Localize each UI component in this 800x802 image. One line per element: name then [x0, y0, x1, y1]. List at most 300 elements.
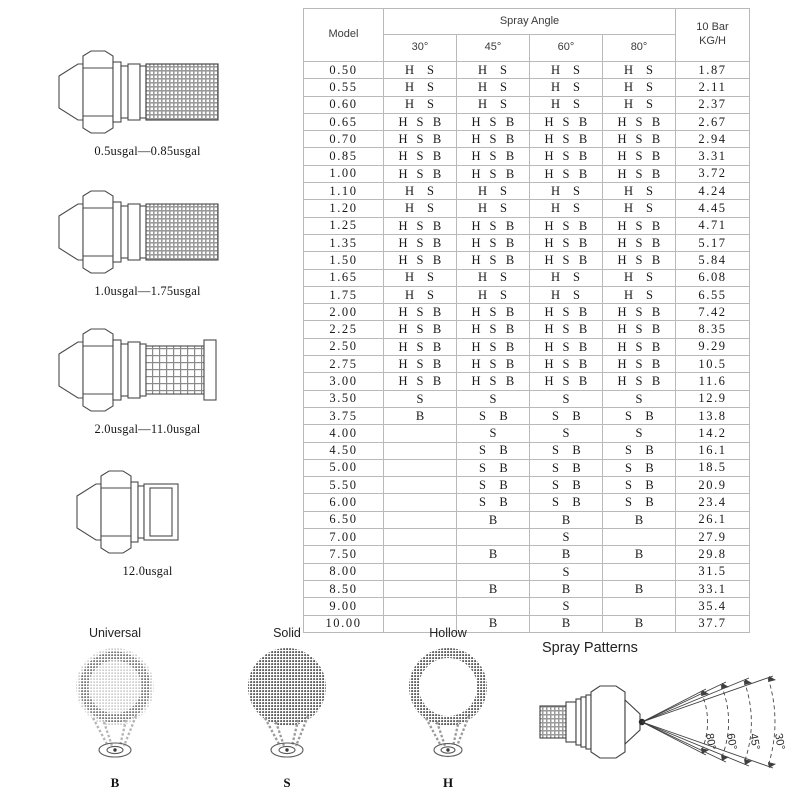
cell-a60	[530, 529, 603, 546]
pattern-title-universal: Universal	[88, 626, 142, 640]
cell-a80	[603, 529, 676, 546]
cell-a80	[603, 373, 676, 390]
spray-code: S	[416, 218, 424, 233]
nozzle-illustration-column	[0, 0, 295, 615]
spray-code: B	[645, 495, 654, 510]
table-row	[304, 580, 750, 597]
cell-a30	[384, 217, 457, 234]
table-row	[304, 269, 750, 286]
cell-model: 2.75	[304, 356, 384, 373]
spray-code: H	[544, 305, 554, 320]
table-row	[304, 217, 750, 234]
spray-code: B	[651, 166, 661, 181]
cell-a60	[530, 563, 603, 580]
table-body	[304, 62, 750, 633]
cell-a60	[530, 511, 603, 528]
cell-a60	[530, 269, 603, 286]
spray-code: S	[416, 166, 424, 181]
spray-code: H	[471, 305, 481, 320]
cell-model: 1.35	[304, 234, 384, 251]
spray-code: B	[578, 114, 588, 129]
cell-a45	[457, 79, 530, 96]
spray-code: B	[488, 581, 498, 596]
spray-code: H	[404, 201, 415, 216]
cell-flow-rate: 23.4	[676, 494, 750, 511]
spray-code: S	[562, 374, 570, 389]
spray-code: S	[562, 218, 570, 233]
spray-code: B	[651, 132, 661, 147]
pattern-letter-universal: B	[110, 775, 120, 790]
cell-model: 6.50	[304, 511, 384, 528]
cell-a80	[603, 131, 676, 148]
cell-model: 2.25	[304, 321, 384, 338]
spray-code: B	[432, 253, 442, 268]
cell-model: 1.10	[304, 183, 384, 200]
spray-code: S	[427, 97, 434, 112]
cell-a45	[457, 598, 530, 615]
cell-flow-rate: 35.4	[676, 598, 750, 615]
cell-model: 0.55	[304, 79, 384, 96]
nozzle-figure-1	[0, 42, 295, 159]
cell-a80	[603, 183, 676, 200]
cell-a30	[384, 546, 457, 563]
spray-code: B	[578, 235, 588, 250]
spray-code: H	[617, 356, 627, 371]
spray-code: H	[398, 149, 408, 164]
spray-code: S	[500, 97, 507, 112]
table-row	[304, 459, 750, 476]
spray-code: H	[623, 183, 634, 198]
cell-a45	[457, 546, 530, 563]
cell-a60	[530, 113, 603, 130]
cell-a30	[384, 425, 457, 442]
spray-code: H	[404, 80, 415, 95]
cell-a45	[457, 442, 530, 459]
spray-code: H	[471, 339, 481, 354]
cell-model: 8.00	[304, 563, 384, 580]
spray-code: H	[471, 218, 481, 233]
cell-model: 1.75	[304, 286, 384, 303]
spray-code: H	[550, 183, 561, 198]
cell-flow-rate: 3.31	[676, 148, 750, 165]
cell-a60	[530, 390, 603, 407]
spray-code: S	[416, 339, 424, 354]
spray-code: B	[651, 253, 661, 268]
cell-a80	[603, 321, 676, 338]
spray-code: H	[617, 322, 627, 337]
cell-a60	[530, 321, 603, 338]
nozzle-caption-4: 12.0usgal	[122, 564, 173, 578]
spray-code: H	[404, 183, 415, 198]
spray-code: B	[505, 253, 515, 268]
table-row	[304, 234, 750, 251]
spray-code: B	[499, 460, 508, 475]
cell-flow-rate: 37.7	[676, 615, 750, 632]
cell-a60	[530, 165, 603, 182]
pressure-line-1: 10 Bar	[696, 21, 729, 34]
spray-code: H	[398, 114, 408, 129]
cell-flow-rate: 9.29	[676, 338, 750, 355]
spray-code: B	[505, 132, 515, 147]
col-header-angle-30: 30°	[384, 35, 457, 62]
spray-code: H	[550, 97, 561, 112]
spray-code: S	[635, 322, 643, 337]
cell-a30	[384, 321, 457, 338]
cell-a60	[530, 131, 603, 148]
spray-code: S	[562, 529, 570, 544]
spray-code: S	[635, 149, 643, 164]
pattern-figure-hollow	[393, 626, 503, 791]
spray-code: S	[427, 62, 434, 77]
spray-code: H	[623, 97, 634, 112]
spray-code: S	[427, 287, 434, 302]
spray-code: S	[500, 62, 507, 77]
spray-code: B	[651, 339, 661, 354]
cell-a80	[603, 62, 676, 79]
spray-code: H	[398, 339, 408, 354]
cell-a30	[384, 252, 457, 269]
cell-a80	[603, 200, 676, 217]
spray-code: S	[646, 62, 653, 77]
cell-a45	[457, 304, 530, 321]
spray-code: B	[645, 443, 654, 458]
spray-code: S	[625, 495, 632, 510]
spray-code: S	[427, 201, 434, 216]
spray-code: B	[645, 460, 654, 475]
spray-code: S	[562, 253, 570, 268]
spray-code: B	[572, 408, 581, 423]
spray-code: B	[415, 408, 425, 423]
spray-code: B	[499, 408, 508, 423]
cell-flow-rate: 4.71	[676, 217, 750, 234]
cell-model: 7.00	[304, 529, 384, 546]
cell-a30	[384, 563, 457, 580]
spray-code: S	[562, 426, 570, 441]
cell-a80	[603, 459, 676, 476]
spray-code: H	[544, 166, 554, 181]
spray-code: S	[635, 374, 643, 389]
spray-code: S	[562, 564, 570, 579]
cell-model: 4.50	[304, 442, 384, 459]
cell-flow-rate: 2.94	[676, 131, 750, 148]
table-row	[304, 390, 750, 407]
spray-code: S	[416, 235, 424, 250]
cell-a45	[457, 217, 530, 234]
spray-code: S	[646, 80, 653, 95]
spray-code: B	[432, 374, 442, 389]
spray-code: H	[623, 201, 634, 216]
cell-a30	[384, 390, 457, 407]
spray-code: H	[477, 183, 488, 198]
cell-a45	[457, 62, 530, 79]
cell-a30	[384, 407, 457, 424]
cell-model: 2.00	[304, 304, 384, 321]
spray-code: H	[550, 201, 561, 216]
spray-code: H	[471, 322, 481, 337]
nozzle-figure-2	[0, 182, 295, 299]
cell-a60	[530, 234, 603, 251]
spray-code: H	[471, 356, 481, 371]
cell-a30	[384, 113, 457, 130]
cell-a60	[530, 96, 603, 113]
spray-code: B	[572, 460, 581, 475]
spray-code: B	[651, 374, 661, 389]
cell-a80	[603, 286, 676, 303]
cell-flow-rate: 5.17	[676, 234, 750, 251]
spray-code: S	[427, 80, 434, 95]
spray-code: S	[562, 305, 570, 320]
table-row	[304, 407, 750, 424]
spray-code: B	[578, 166, 588, 181]
spray-code: S	[416, 391, 424, 406]
spray-code: B	[505, 322, 515, 337]
table-row	[304, 425, 750, 442]
spray-code: S	[646, 97, 653, 112]
spray-code: H	[550, 270, 561, 285]
spray-code: B	[651, 149, 661, 164]
spray-code: H	[544, 374, 554, 389]
spray-code: H	[471, 374, 481, 389]
table-row	[304, 62, 750, 79]
spray-code: S	[562, 356, 570, 371]
spray-code: S	[562, 149, 570, 164]
cell-flow-rate: 13.8	[676, 407, 750, 424]
spray-code: S	[552, 495, 559, 510]
spray-code: H	[623, 270, 634, 285]
spray-code: S	[489, 426, 497, 441]
cell-flow-rate: 6.08	[676, 269, 750, 286]
spray-code: S	[489, 391, 497, 406]
spray-code: S	[416, 149, 424, 164]
spray-code: H	[477, 201, 488, 216]
cell-a45	[457, 390, 530, 407]
pressure-line-2: KG/H	[699, 35, 726, 47]
spray-code: H	[477, 80, 488, 95]
spray-code: S	[625, 443, 632, 458]
spray-code: B	[432, 166, 442, 181]
spray-code: H	[477, 97, 488, 112]
spray-code: B	[561, 616, 571, 631]
cell-a30	[384, 459, 457, 476]
cell-flow-rate: 2.11	[676, 79, 750, 96]
spray-code: B	[561, 512, 571, 527]
spray-code: S	[489, 166, 497, 181]
cell-a45	[457, 407, 530, 424]
cell-a30	[384, 269, 457, 286]
cell-a30	[384, 356, 457, 373]
cell-flow-rate: 20.9	[676, 477, 750, 494]
spray-code: S	[489, 132, 497, 147]
spray-code: S	[625, 408, 632, 423]
spray-code: H	[617, 166, 627, 181]
spray-code: S	[646, 287, 653, 302]
spray-code: S	[416, 356, 424, 371]
spray-code: B	[432, 305, 442, 320]
cell-a45	[457, 131, 530, 148]
spray-code: B	[505, 218, 515, 233]
table-row	[304, 200, 750, 217]
spray-code: B	[432, 322, 442, 337]
spray-code: H	[617, 339, 627, 354]
cell-flow-rate: 2.37	[676, 96, 750, 113]
spray-code: B	[634, 581, 644, 596]
cell-a80	[603, 407, 676, 424]
spray-code: B	[488, 547, 498, 562]
cell-a80	[603, 252, 676, 269]
spray-code: B	[432, 149, 442, 164]
spray-code: H	[544, 356, 554, 371]
spray-code: B	[505, 114, 515, 129]
specification-table	[303, 8, 750, 633]
col-header-model: Model	[304, 9, 384, 62]
cell-a30	[384, 511, 457, 528]
spray-code: H	[471, 114, 481, 129]
cell-a60	[530, 546, 603, 563]
spray-code: S	[479, 460, 486, 475]
spray-code: S	[635, 114, 643, 129]
spray-code: S	[562, 166, 570, 181]
cell-flow-rate: 33.1	[676, 580, 750, 597]
spray-code: H	[398, 253, 408, 268]
cell-a80	[603, 580, 676, 597]
cell-a30	[384, 165, 457, 182]
spray-code: H	[617, 305, 627, 320]
spray-code: H	[404, 97, 415, 112]
spray-code: H	[544, 339, 554, 354]
spray-code: S	[416, 374, 424, 389]
spray-code: B	[651, 114, 661, 129]
cell-flow-rate: 8.35	[676, 321, 750, 338]
spray-code: S	[552, 478, 559, 493]
table-row	[304, 598, 750, 615]
cell-a80	[603, 113, 676, 130]
cell-a45	[457, 113, 530, 130]
cell-a45	[457, 321, 530, 338]
table-row	[304, 511, 750, 528]
cell-flow-rate: 12.9	[676, 390, 750, 407]
cell-a60	[530, 62, 603, 79]
specification-table-container	[303, 8, 749, 633]
spray-code: H	[398, 218, 408, 233]
table-row	[304, 338, 750, 355]
spray-code: H	[398, 166, 408, 181]
spray-code: S	[416, 253, 424, 268]
spray-code: S	[500, 80, 507, 95]
cell-a45	[457, 529, 530, 546]
spray-code: H	[477, 287, 488, 302]
nozzle-caption-1: 0.5usgal—0.85usgal	[94, 144, 201, 158]
spray-code: H	[471, 149, 481, 164]
spray-code: B	[561, 547, 571, 562]
spray-code: H	[471, 253, 481, 268]
nozzle-caption-2: 1.0usgal—1.75usgal	[94, 284, 201, 298]
cell-a80	[603, 148, 676, 165]
spray-code: S	[646, 201, 653, 216]
spray-code: S	[573, 80, 580, 95]
pattern-title-hollow: Hollow	[429, 626, 467, 640]
table-row	[304, 529, 750, 546]
cell-a80	[603, 563, 676, 580]
cell-model: 0.70	[304, 131, 384, 148]
cell-a45	[457, 96, 530, 113]
spray-code: B	[578, 149, 588, 164]
spray-code: B	[432, 114, 442, 129]
spray-code: S	[479, 408, 486, 423]
spray-code: S	[635, 235, 643, 250]
cell-model: 4.00	[304, 425, 384, 442]
spray-code: H	[544, 218, 554, 233]
cell-a30	[384, 338, 457, 355]
cell-model: 9.00	[304, 598, 384, 615]
cell-a45	[457, 563, 530, 580]
spray-code: H	[544, 149, 554, 164]
cell-a60	[530, 425, 603, 442]
cell-a30	[384, 494, 457, 511]
pattern-letter-solid: S	[283, 775, 291, 790]
cell-model: 1.00	[304, 165, 384, 182]
cell-a60	[530, 217, 603, 234]
spray-code: H	[623, 287, 634, 302]
angle-label-80: 80°	[703, 732, 718, 751]
cell-a45	[457, 373, 530, 390]
cell-flow-rate: 3.72	[676, 165, 750, 182]
spray-code: B	[499, 478, 508, 493]
table-row	[304, 304, 750, 321]
cell-a80	[603, 96, 676, 113]
cell-model: 0.50	[304, 62, 384, 79]
cell-a45	[457, 459, 530, 476]
spray-code: H	[550, 62, 561, 77]
spray-code: H	[477, 270, 488, 285]
cell-a80	[603, 442, 676, 459]
cell-a45	[457, 580, 530, 597]
nozzle-caption-3: 2.0usgal—11.0usgal	[94, 422, 201, 436]
cell-model: 5.00	[304, 459, 384, 476]
cell-flow-rate: 4.24	[676, 183, 750, 200]
cell-a80	[603, 338, 676, 355]
cell-a80	[603, 477, 676, 494]
pattern-drawing-hollow	[393, 642, 503, 770]
spray-code: H	[544, 253, 554, 268]
cell-a45	[457, 148, 530, 165]
spray-code: H	[617, 218, 627, 233]
spray-code: S	[500, 183, 507, 198]
cell-model: 2.50	[304, 338, 384, 355]
cell-a60	[530, 477, 603, 494]
cell-model: 8.50	[304, 580, 384, 597]
cell-model: 0.65	[304, 113, 384, 130]
col-header-pressure	[676, 9, 750, 62]
spray-code: S	[573, 287, 580, 302]
table-row	[304, 442, 750, 459]
spray-code: B	[572, 478, 581, 493]
spray-code: S	[635, 356, 643, 371]
spray-code: S	[416, 322, 424, 337]
spray-code: S	[489, 374, 497, 389]
table-row	[304, 356, 750, 373]
spray-code: S	[573, 183, 580, 198]
cell-a30	[384, 529, 457, 546]
cell-model: 5.50	[304, 477, 384, 494]
pattern-drawing-universal	[60, 642, 170, 770]
spray-code: H	[471, 235, 481, 250]
spray-code: H	[404, 270, 415, 285]
table-row	[304, 563, 750, 580]
spray-code: S	[489, 322, 497, 337]
cell-flow-rate: 26.1	[676, 511, 750, 528]
table-head	[304, 9, 750, 62]
spray-code: H	[398, 132, 408, 147]
